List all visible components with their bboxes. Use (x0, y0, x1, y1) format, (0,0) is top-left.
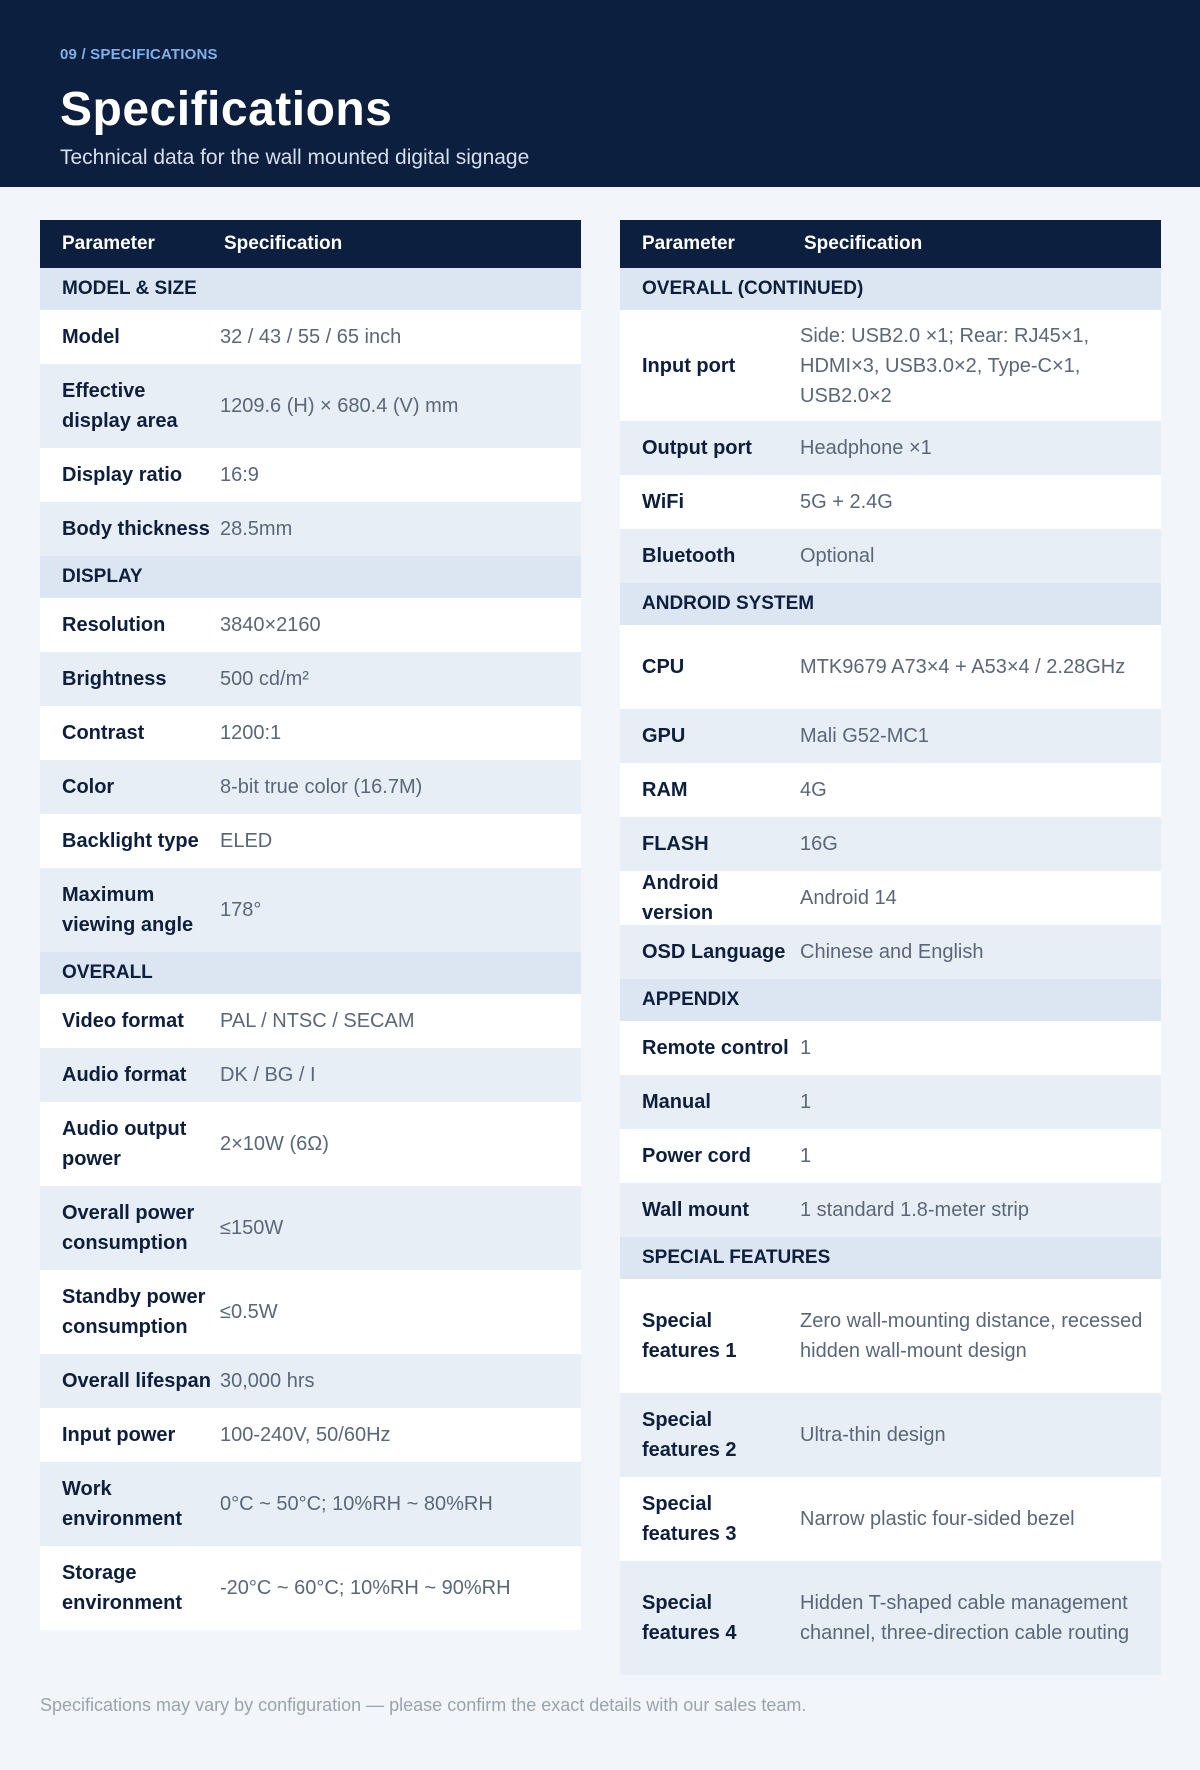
table-row (620, 310, 1161, 421)
table-row (40, 598, 581, 652)
parameter-cell: RAM (642, 779, 688, 801)
parameter-cell: Android version (642, 872, 719, 924)
parameter-cell: Audio format (62, 1064, 187, 1086)
specification-cell: ≤150W (220, 1217, 284, 1239)
specification-cell: 30,000 hrs (220, 1370, 315, 1392)
specification-cell: ELED (220, 830, 273, 852)
parameter-cell: Effective display area (62, 380, 178, 432)
column-header-specification: Specification (224, 233, 343, 254)
parameter-cell: Resolution (62, 614, 166, 636)
parameter-cell: Output port (642, 437, 752, 459)
specification-cell: 16:9 (220, 464, 259, 486)
section-eyebrow: 09 / SPECIFICATIONS (60, 46, 218, 63)
specification-cell: 178° (220, 899, 262, 921)
parameter-cell: Audio output power (62, 1118, 187, 1170)
parameter-cell: Video format (62, 1010, 184, 1032)
table-row (40, 1270, 581, 1354)
specification-cell: 5G + 2.4G (800, 491, 893, 513)
specification-cell: 32 / 43 / 55 / 65 inch (220, 326, 402, 348)
parameter-cell: FLASH (642, 833, 709, 855)
parameter-cell: Special features 4 (642, 1592, 737, 1644)
parameter-cell: Wall mount (642, 1199, 750, 1221)
specification-cell: Chinese and English (800, 941, 984, 963)
parameter-cell: Backlight type (62, 830, 199, 852)
table-row (620, 1129, 1161, 1183)
specification-cell: 1 (800, 1091, 812, 1113)
section-header: OVERALL (CONTINUED) (620, 268, 1161, 310)
table-row (40, 868, 581, 952)
parameter-cell: Overall lifespan (62, 1370, 211, 1392)
section-header: SPECIAL FEATURES (620, 1237, 1161, 1279)
table-row (620, 1075, 1161, 1129)
parameter-cell: Special features 3 (642, 1493, 737, 1545)
table-row (620, 709, 1161, 763)
parameter-cell: Power cord (642, 1145, 751, 1167)
parameter-cell: Input port (642, 354, 736, 377)
table-body (40, 268, 581, 1630)
table-row (40, 1354, 581, 1408)
table-row (620, 1279, 1161, 1393)
page-title: Specifications (60, 83, 393, 136)
parameter-cell: CPU (642, 656, 685, 678)
specification-cell: 500 cd/m² (220, 668, 309, 690)
specification-cell: 1200:1 (220, 722, 282, 744)
parameter-cell: Special features 1 (642, 1310, 737, 1362)
parameter-cell: WiFi (642, 491, 685, 513)
specification-cell: 1 (800, 1037, 812, 1059)
parameter-cell: OSD Language (642, 941, 786, 963)
parameter-cell: Brightness (62, 668, 167, 690)
parameter-cell: Special features 2 (642, 1409, 737, 1461)
table-row (40, 364, 581, 448)
table-row (620, 817, 1161, 871)
parameter-cell: GPU (642, 725, 686, 747)
specification-cell: 1 standard 1.8-meter strip (800, 1199, 1029, 1221)
table-row (40, 1186, 581, 1270)
parameter-cell: Standby power consumption (62, 1286, 206, 1338)
section-header: OVERALL (40, 952, 581, 994)
table-row (620, 1393, 1161, 1477)
specification-cell: ≤0.5W (220, 1301, 278, 1323)
parameter-cell: Remote control (642, 1037, 789, 1059)
table-row (40, 502, 581, 556)
specification-cell: 1 (800, 1145, 812, 1167)
parameter-cell: Color (62, 776, 115, 798)
table-row (40, 1048, 581, 1102)
page-header (0, 0, 1200, 187)
parameter-cell: Overall power consumption (62, 1202, 195, 1254)
table-row (40, 1408, 581, 1462)
specification-cell: MTK9679 A73×4 + A53×4 / 2.28GHz (800, 656, 1126, 678)
table-row (40, 1102, 581, 1186)
specification-cell: Headphone ×1 (800, 437, 932, 459)
specification-cell: 0°C ~ 50°C; 10%RH ~ 80%RH (220, 1493, 493, 1515)
table-row (620, 529, 1161, 583)
table-row (40, 448, 581, 502)
table-row (620, 871, 1161, 925)
specification-cell: 16G (800, 833, 838, 855)
table-row (40, 760, 581, 814)
specification-cell: 4G (800, 779, 827, 801)
parameter-cell: Bluetooth (642, 545, 736, 567)
parameter-cell: Display ratio (62, 464, 183, 486)
table-row (40, 1546, 581, 1630)
specification-cell: Mali G52-MC1 (800, 725, 929, 747)
page-subtitle: Technical data for the wall mounted digital signage (60, 146, 530, 169)
parameter-cell: Model (62, 326, 120, 348)
specification-cell: Narrow plastic four-sided bezel (800, 1508, 1075, 1530)
section-header: APPENDIX (620, 979, 1161, 1021)
footnote: Specifications may vary by configuration — please confirm the exact details with our sales team. (40, 1695, 807, 1715)
table-row (620, 1477, 1161, 1561)
section-header: DISPLAY (40, 556, 581, 598)
specification-cell: Android 14 (800, 887, 897, 909)
table-row (620, 763, 1161, 817)
specification-cell: Hidden T-shaped cable management channel, three-direction cable routing (800, 1592, 1130, 1644)
parameter-cell: Body thickness (62, 518, 210, 540)
table-row (620, 1183, 1161, 1237)
specification-cell: Ultra-thin design (800, 1424, 946, 1446)
parameter-cell: Input power (62, 1424, 176, 1446)
table-row (620, 475, 1161, 529)
spec-table-left (40, 220, 581, 1630)
specification-cell: DK / BG / I (220, 1064, 316, 1086)
spec-table-right (620, 220, 1161, 1675)
table-row (40, 652, 581, 706)
parameter-cell: Work environment (62, 1478, 183, 1530)
specification-cell: 2×10W (6Ω) (220, 1133, 329, 1155)
table-body (620, 268, 1161, 1675)
specification-cell: Optional (800, 545, 875, 567)
specification-cell: Side: USB2.0 ×1; Rear: RJ45×1, HDMI×3, USB3.0×2, Type-C×1, USB2.0×2 (800, 324, 1090, 407)
section-header: ANDROID SYSTEM (620, 583, 1161, 625)
table-row (40, 994, 581, 1048)
table-row (620, 925, 1161, 979)
table-row (40, 706, 581, 760)
table-row (620, 625, 1161, 709)
column-header-specification: Specification (804, 233, 923, 254)
specification-cell: PAL / NTSC / SECAM (220, 1010, 415, 1032)
table-row (620, 1561, 1161, 1675)
section-header: MODEL & SIZE (40, 268, 581, 310)
table-row (40, 310, 581, 364)
table-header (40, 220, 581, 268)
specification-cell: -20°C ~ 60°C; 10%RH ~ 90%RH (220, 1577, 511, 1599)
column-header-parameter: Parameter (642, 233, 735, 254)
table-row (40, 814, 581, 868)
specification-cell: 28.5mm (220, 518, 293, 540)
column-header-parameter: Parameter (62, 233, 155, 254)
parameter-cell: Contrast (62, 722, 145, 744)
specification-cell: 8-bit true color (16.7M) (220, 776, 423, 798)
parameter-cell: Maximum viewing angle (62, 884, 194, 936)
specification-cell: 3840×2160 (220, 614, 321, 636)
parameter-cell: Storage environment (62, 1562, 183, 1614)
specification-cell: 100-240V, 50/60Hz (220, 1424, 391, 1446)
table-row (40, 1462, 581, 1546)
table-row (620, 1021, 1161, 1075)
parameter-cell: Manual (642, 1091, 711, 1113)
specification-cell: Zero wall-mounting distance, recessed hidden wall-mount design (800, 1310, 1143, 1362)
table-row (620, 421, 1161, 475)
specification-cell: 1209.6 (H) × 680.4 (V) mm (220, 395, 459, 417)
table-header (620, 220, 1161, 268)
